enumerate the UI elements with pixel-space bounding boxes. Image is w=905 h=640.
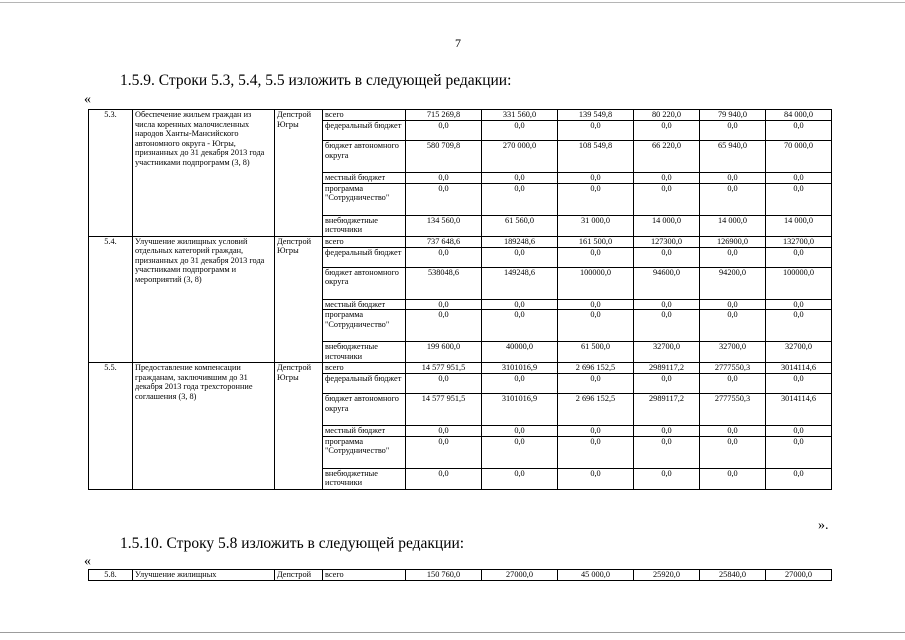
row-category: федеральный бюджет	[323, 247, 406, 267]
row-executor: Депстрой	[275, 570, 323, 581]
value-cell: 0,0	[634, 426, 700, 437]
heading-section-1-5-10: 1.5.10. Строку 5.8 изложить в следующей редакции:	[120, 535, 465, 552]
value-cell: 80 220,0	[634, 110, 700, 121]
row-category: местный бюджет	[323, 426, 406, 437]
value-cell: 0,0	[482, 374, 558, 394]
scan-border-bottom	[0, 632, 905, 633]
value-cell: 0,0	[406, 374, 482, 394]
table-row	[89, 363, 832, 374]
value-cell: 150 760,0	[406, 570, 482, 581]
value-cell: 538048,6	[406, 267, 482, 299]
value-cell: 0,0	[482, 121, 558, 141]
row-executor: Депстрой Югры	[275, 236, 323, 363]
value-cell: 27000,0	[482, 570, 558, 581]
budget-table-row-5-8	[88, 569, 832, 581]
value-cell: 40000,0	[482, 342, 558, 363]
value-cell: 0,0	[766, 121, 832, 141]
value-cell: 0,0	[634, 121, 700, 141]
table-row	[89, 110, 832, 121]
value-cell: 14 577 951,5	[406, 363, 482, 374]
row-category: федеральный бюджет	[323, 374, 406, 394]
value-cell: 0,0	[700, 374, 766, 394]
value-cell: 0,0	[634, 173, 700, 184]
row-category: бюджет автономного округа	[323, 267, 406, 299]
row-number: 5.4.	[89, 236, 133, 363]
closing-quote: ».	[818, 518, 829, 533]
value-cell: 31 000,0	[558, 215, 634, 236]
value-cell: 2777550,3	[700, 363, 766, 374]
row-category: всего	[323, 236, 406, 247]
value-cell: 94600,0	[634, 267, 700, 299]
value-cell: 132700,0	[766, 236, 832, 247]
value-cell: 0,0	[406, 436, 482, 468]
row-category: бюджет автономного округа	[323, 394, 406, 426]
value-cell: 3014114,6	[766, 363, 832, 374]
value-cell: 0,0	[766, 468, 832, 489]
value-cell: 715 269,8	[406, 110, 482, 121]
value-cell: 0,0	[766, 436, 832, 468]
row-category: бюджет автономного округа	[323, 141, 406, 173]
row-category: программа "Сотрудничество"	[323, 310, 406, 342]
value-cell: 0,0	[406, 310, 482, 342]
value-cell: 14 000,0	[700, 215, 766, 236]
value-cell: 199 600,0	[406, 342, 482, 363]
value-cell: 94200,0	[700, 267, 766, 299]
value-cell: 0,0	[558, 426, 634, 437]
value-cell: 149248,6	[482, 267, 558, 299]
value-cell: 127300,0	[634, 236, 700, 247]
row-executor: Депстрой Югры	[275, 363, 323, 490]
value-cell: 100000,0	[766, 267, 832, 299]
value-cell: 0,0	[558, 436, 634, 468]
value-cell: 0,0	[700, 299, 766, 310]
value-cell: 0,0	[406, 468, 482, 489]
value-cell: 0,0	[482, 310, 558, 342]
value-cell: 79 940,0	[700, 110, 766, 121]
value-cell: 0,0	[482, 436, 558, 468]
row-number: 5.5.	[89, 363, 133, 490]
value-cell: 0,0	[482, 173, 558, 184]
value-cell: 70 000,0	[766, 141, 832, 173]
value-cell: 126900,0	[700, 236, 766, 247]
value-cell: 0,0	[558, 468, 634, 489]
value-cell: 61 500,0	[558, 342, 634, 363]
value-cell: 3101016,9	[482, 363, 558, 374]
value-cell: 139 549,8	[558, 110, 634, 121]
value-cell: 0,0	[634, 310, 700, 342]
value-cell: 32700,0	[700, 342, 766, 363]
value-cell: 14 000,0	[634, 215, 700, 236]
value-cell: 0,0	[558, 121, 634, 141]
value-cell: 0,0	[406, 173, 482, 184]
row-category: федеральный бюджет	[323, 121, 406, 141]
value-cell: 0,0	[406, 121, 482, 141]
value-cell: 0,0	[634, 183, 700, 215]
value-cell: 0,0	[634, 436, 700, 468]
value-cell: 27000,0	[766, 570, 832, 581]
value-cell: 2 696 152,5	[558, 363, 634, 374]
value-cell: 0,0	[482, 426, 558, 437]
value-cell: 0,0	[482, 247, 558, 267]
value-cell: 0,0	[700, 426, 766, 437]
value-cell: 0,0	[766, 173, 832, 184]
table-row	[89, 570, 832, 581]
value-cell: 100000,0	[558, 267, 634, 299]
value-cell: 331 560,0	[482, 110, 558, 121]
value-cell: 0,0	[406, 247, 482, 267]
value-cell: 0,0	[406, 299, 482, 310]
value-cell: 108 549,8	[558, 141, 634, 173]
value-cell: 0,0	[634, 299, 700, 310]
value-cell: 0,0	[558, 173, 634, 184]
row-category: всего	[323, 570, 406, 581]
value-cell: 0,0	[558, 183, 634, 215]
row-description: Улучшение жилищных	[133, 570, 275, 581]
value-cell: 2 696 152,5	[558, 394, 634, 426]
value-cell: 189248,6	[482, 236, 558, 247]
scan-border-top	[0, 2, 905, 3]
value-cell: 0,0	[558, 247, 634, 267]
row-category: местный бюджет	[323, 299, 406, 310]
value-cell: 0,0	[482, 183, 558, 215]
budget-table-main	[88, 109, 832, 490]
value-cell: 0,0	[634, 247, 700, 267]
row-executor: Депстрой Югры	[275, 110, 323, 237]
row-number: 5.8.	[89, 570, 133, 581]
row-category: местный бюджет	[323, 173, 406, 184]
value-cell: 737 648,6	[406, 236, 482, 247]
value-cell: 0,0	[766, 247, 832, 267]
value-cell: 0,0	[700, 173, 766, 184]
value-cell: 3101016,9	[482, 394, 558, 426]
row-category: внебюджетные источники	[323, 342, 406, 363]
value-cell: 0,0	[482, 299, 558, 310]
value-cell: 0,0	[558, 374, 634, 394]
row-category: программа "Сотрудничество"	[323, 436, 406, 468]
value-cell: 0,0	[700, 468, 766, 489]
value-cell: 134 560,0	[406, 215, 482, 236]
value-cell: 61 560,0	[482, 215, 558, 236]
value-cell: 0,0	[766, 183, 832, 215]
row-category: программа "Сотрудничество"	[323, 183, 406, 215]
opening-quote-2: «	[84, 554, 91, 569]
value-cell: 2777550,3	[700, 394, 766, 426]
value-cell: 2989117,2	[634, 394, 700, 426]
value-cell: 0,0	[766, 310, 832, 342]
row-description: Улучшение жилищных условий отдельных категорий граждан, признанных до 31 декабря 2013 года участниками подпрограмм и мероприятий (3, 8)	[133, 236, 275, 363]
page-number: 7	[455, 36, 461, 50]
value-cell: 0,0	[700, 436, 766, 468]
value-cell: 0,0	[700, 121, 766, 141]
heading-section-1-5-9: 1.5.9. Строки 5.3, 5.4, 5.5 изложить в следующей редакции:	[120, 72, 512, 89]
row-category: всего	[323, 363, 406, 374]
value-cell: 14 577 951,5	[406, 394, 482, 426]
row-number: 5.3.	[89, 110, 133, 237]
value-cell: 0,0	[406, 183, 482, 215]
row-category: внебюджетные источники	[323, 468, 406, 489]
value-cell: 25840,0	[700, 570, 766, 581]
value-cell: 3014114,6	[766, 394, 832, 426]
value-cell: 32700,0	[766, 342, 832, 363]
value-cell: 14 000,0	[766, 215, 832, 236]
value-cell: 66 220,0	[634, 141, 700, 173]
value-cell: 0,0	[482, 468, 558, 489]
value-cell: 580 709,8	[406, 141, 482, 173]
opening-quote: «	[84, 92, 91, 107]
table-row	[89, 236, 832, 247]
row-description: Обеспечение жильем граждан из числа коренных малочисленных народов Ханты-Мансийского автономного округа - Югры, признанных до 31 декабря 2013 года участниками подпрограмм (3, 8)	[133, 110, 275, 237]
row-description: Предоставление компенсации гражданам, заключившим до 31 декабря 2013 года трехсторонние соглашения (3, 8)	[133, 363, 275, 490]
value-cell: 0,0	[634, 468, 700, 489]
value-cell: 32700,0	[634, 342, 700, 363]
value-cell: 0,0	[700, 183, 766, 215]
value-cell: 0,0	[634, 374, 700, 394]
value-cell: 270 000,0	[482, 141, 558, 173]
value-cell: 0,0	[766, 426, 832, 437]
value-cell: 0,0	[700, 310, 766, 342]
value-cell: 25920,0	[634, 570, 700, 581]
value-cell: 161 500,0	[558, 236, 634, 247]
value-cell: 84 000,0	[766, 110, 832, 121]
value-cell: 65 940,0	[700, 141, 766, 173]
row-category: внебюджетные источники	[323, 215, 406, 236]
value-cell: 0,0	[766, 374, 832, 394]
value-cell: 0,0	[700, 247, 766, 267]
value-cell: 0,0	[558, 310, 634, 342]
row-category: всего	[323, 110, 406, 121]
value-cell: 0,0	[406, 426, 482, 437]
value-cell: 45 000,0	[558, 570, 634, 581]
value-cell: 0,0	[766, 299, 832, 310]
value-cell: 2989117,2	[634, 363, 700, 374]
value-cell: 0,0	[558, 299, 634, 310]
